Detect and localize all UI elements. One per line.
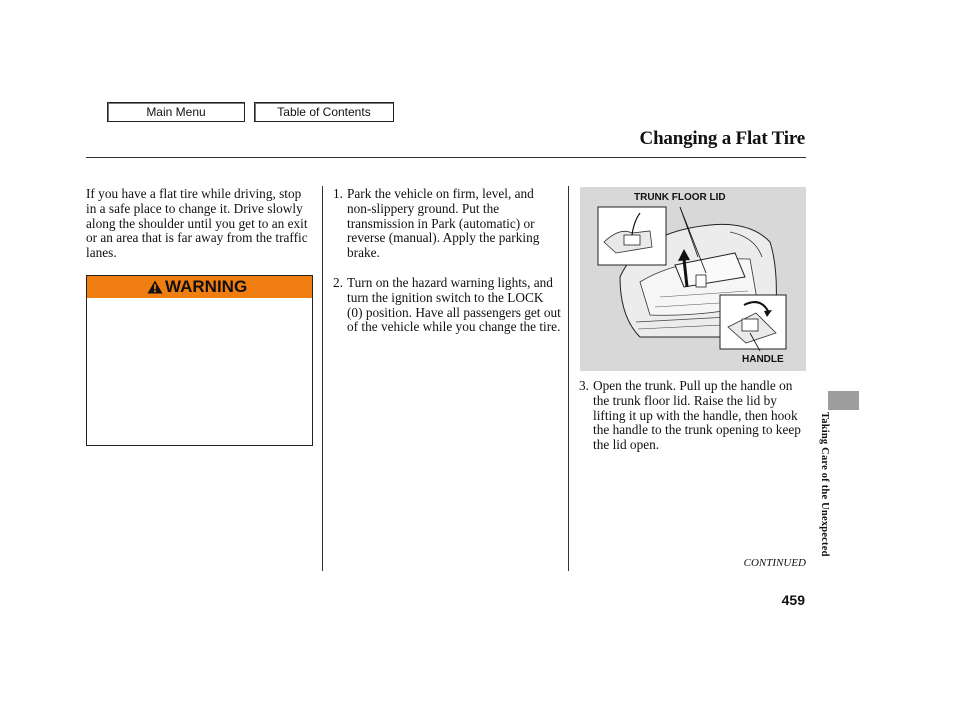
section-tab-marker — [828, 391, 859, 410]
page-title: Changing a Flat Tire — [639, 128, 805, 149]
figure-label-handle: HANDLE — [742, 354, 784, 365]
column-divider-right — [568, 186, 569, 571]
step-number: 1. — [333, 186, 343, 201]
column-divider-left — [322, 186, 323, 571]
page-number: 459 — [781, 592, 805, 608]
trunk-diagram-icon — [580, 187, 806, 371]
continued-label: CONTINUED — [743, 557, 806, 569]
main-menu-button[interactable]: Main Menu — [107, 102, 245, 122]
step-number: 2. — [333, 275, 343, 290]
step-number: 3. — [579, 378, 589, 393]
step-text: Open the trunk. Pull up the handle on the trunk floor lid. Raise the lid by lifting it up with the handle, then hook the handle to the trunk opening to keep the lid open. — [593, 378, 801, 453]
section-tab-label: Taking Care of the Unexpected — [819, 412, 830, 557]
warning-header — [87, 276, 312, 298]
intro-paragraph: If you have a flat tire while driving, stop in a safe place to change it. Drive slowly along the shoulder until you get to an exit or an area that is far away from the traffic lanes. — [86, 186, 308, 261]
warning-triangle-icon — [147, 280, 163, 294]
title-rule — [86, 157, 806, 158]
warning-label: WARNING — [165, 277, 248, 296]
step-text: Park the vehicle on firm, level, and non-slippery ground. Put the transmission in Park (automatic) or reverse (manual). Apply the parking brake. — [347, 186, 540, 261]
table-of-contents-button[interactable]: Table of Contents — [254, 102, 394, 122]
figure-label-trunk-floor-lid: TRUNK FLOOR LID — [634, 192, 726, 203]
step-text: Turn on the hazard warning lights, and turn the ignition switch to the LOCK (0) position. Have all passengers get out of the vehicle while you change the tire. — [347, 275, 561, 335]
warning-box — [86, 275, 313, 446]
trunk-illustration — [580, 187, 806, 371]
